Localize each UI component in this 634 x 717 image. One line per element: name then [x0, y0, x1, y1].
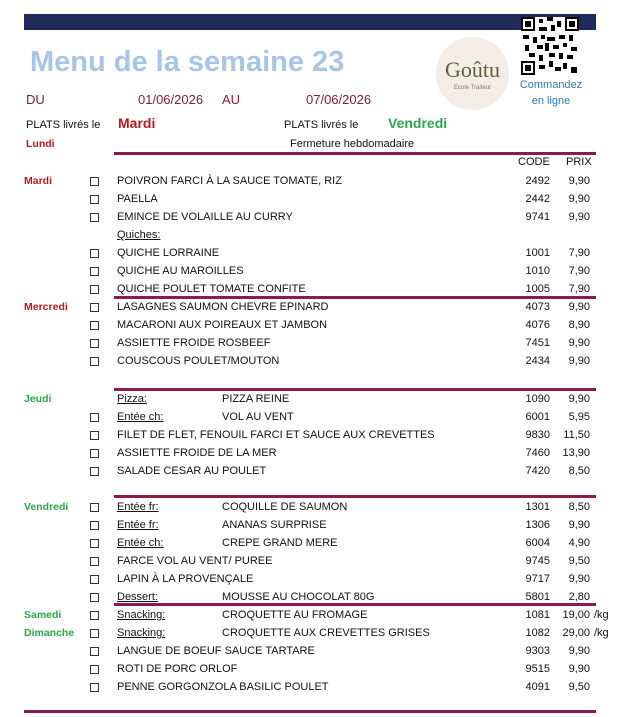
dish-name: MACARONI AUX POIREAUX ET JAMBON	[117, 319, 328, 331]
dish-code: 2442	[525, 193, 550, 205]
menu-row	[0, 208, 634, 226]
dish-code: 7460	[525, 447, 550, 459]
order-checkbox[interactable]	[90, 683, 99, 692]
dish-code: 5801	[525, 591, 550, 603]
day-label: Vendredi	[24, 501, 69, 513]
dish-name: SALADE CESAR AU POULET	[117, 465, 267, 477]
delivery-label-right: PLATS livrés le	[284, 119, 359, 131]
dish-price: 7,90	[568, 283, 590, 295]
dish-price: 9,90	[568, 337, 590, 349]
dish-code: 1001	[525, 247, 550, 259]
end-date: 07/06/2026	[306, 92, 372, 107]
dish-code: 7420	[525, 465, 550, 477]
category-prefix: Entée ch:	[117, 411, 164, 423]
dish-name: LAPIN À LA PROVENÇALE	[117, 573, 254, 585]
order-checkbox[interactable]	[90, 539, 99, 548]
qr-code-icon[interactable]	[521, 17, 579, 75]
menu-row	[0, 226, 634, 244]
bottom-divider	[24, 710, 596, 713]
order-checkbox[interactable]	[90, 339, 99, 348]
category-prefix: Dessert:	[117, 591, 158, 603]
dish-code: 7451	[525, 337, 550, 349]
menu-row	[0, 570, 634, 588]
day-label: Mardi	[24, 175, 53, 187]
menu-row	[0, 316, 634, 334]
menu-row	[0, 172, 634, 190]
order-checkbox[interactable]	[90, 647, 99, 656]
menu-row	[0, 390, 634, 408]
dish-name: LASAGNES SAUMON CHEVRE EPINARD	[117, 301, 329, 313]
dish-code: 2492	[525, 175, 550, 187]
dish-name: PENNE GORGONZOLA BASILIC POULET	[117, 681, 329, 693]
dish-price: 9,50	[568, 681, 590, 693]
order-checkbox[interactable]	[90, 213, 99, 222]
category-prefix: Entée fr:	[117, 501, 159, 513]
dish-name: POIVRON FARCI À LA SAUCE TOMATE, RIZ	[117, 175, 342, 187]
dish-name: ROTI DE PORC ORLOF	[117, 663, 238, 675]
dish-price: 8,50	[568, 465, 590, 477]
dish-price: 7,90	[568, 265, 590, 277]
dish-code: 1301	[525, 501, 550, 513]
dish-name: CREPE GRAND MERE	[222, 537, 338, 549]
menu-row	[0, 534, 634, 552]
logo-name: Goûtu	[445, 57, 500, 82]
category-prefix: Entée fr:	[117, 519, 159, 531]
menu-row	[0, 678, 634, 696]
day-label: Jeudi	[24, 393, 52, 405]
section-divider	[114, 603, 596, 606]
dish-name: FARCE VOL AU VENT/ PUREE	[117, 555, 273, 567]
dish-name: QUICHE POULET TOMATE CONFITE	[117, 283, 306, 295]
dish-price: 29,00	[562, 627, 590, 639]
order-checkbox[interactable]	[90, 413, 99, 422]
dish-price: 9,90	[568, 663, 590, 675]
category-prefix: Quiches:	[117, 229, 161, 241]
au-label: AU	[222, 92, 241, 107]
du-label: DU	[26, 92, 45, 107]
dish-code: 4076	[525, 319, 550, 331]
dish-name: ASSIETTE FROIDE DE LA MER	[117, 447, 277, 459]
start-date: 01/06/2026	[138, 92, 204, 107]
dish-code: 1010	[525, 265, 550, 277]
order-checkbox[interactable]	[90, 665, 99, 674]
delivery-day-left: Mardi	[118, 115, 156, 131]
category-prefix: Snacking:	[117, 609, 166, 621]
dish-name: COQUILLE DE SAUMON	[222, 501, 348, 513]
category-prefix: Pizza:	[117, 393, 147, 405]
dish-price: 9,90	[568, 211, 590, 223]
menu-row	[0, 624, 634, 642]
dish-price: 9,90	[568, 355, 590, 367]
dish-code: 1005	[525, 283, 550, 295]
dish-name: MOUSSE AU CHOCOLAT 80G	[222, 591, 375, 603]
dish-name: ANANAS SURPRISE	[222, 519, 327, 531]
dish-price: 9,90	[568, 393, 590, 405]
order-checkbox[interactable]	[90, 321, 99, 330]
day-label: Dimanche	[24, 627, 75, 639]
dish-name: FILET DE FLET, FENOUIL FARCI ET SAUCE AUX CREVETTES	[117, 429, 435, 441]
dish-price: 9,90	[568, 519, 590, 531]
menu-row	[0, 552, 634, 570]
dish-name: QUICHE LORRAINE	[117, 247, 220, 259]
dish-code: 1082	[525, 627, 550, 639]
menu-row	[0, 516, 634, 534]
menu-row	[0, 408, 634, 426]
closure-note: Fermeture hebdomadaire	[290, 138, 415, 150]
order-checkbox[interactable]	[90, 195, 99, 204]
code-header: CODE	[518, 156, 550, 168]
dish-price: 9,90	[568, 573, 590, 585]
order-checkbox[interactable]	[90, 285, 99, 294]
section-divider	[114, 296, 596, 299]
menu-row	[0, 498, 634, 516]
order-checkbox[interactable]	[90, 557, 99, 566]
dish-price: 19,00	[562, 609, 590, 621]
dish-code: 9303	[525, 645, 550, 657]
dish-price: 9,90	[568, 193, 590, 205]
dish-name: PIZZA REINE	[222, 393, 290, 405]
order-checkbox[interactable]	[90, 267, 99, 276]
dish-name: COUSCOUS POULET/MOUTON	[117, 355, 280, 367]
dish-price: 9,50	[568, 555, 590, 567]
dish-name: PAELLA	[117, 193, 158, 205]
day-label: Mercredi	[24, 301, 68, 313]
menu-row	[0, 352, 634, 370]
dish-code: 1081	[525, 609, 550, 621]
menu-row	[0, 334, 634, 352]
delivery-day-right: Vendredi	[388, 115, 448, 131]
dish-code: 4073	[525, 301, 550, 313]
order-checkbox[interactable]	[90, 611, 99, 620]
dish-name: QUICHE AU MAROILLES	[117, 265, 244, 277]
dish-code: 9745	[525, 555, 550, 567]
dish-price: 11,50	[563, 429, 590, 441]
order-checkbox[interactable]	[90, 177, 99, 186]
section-divider	[114, 495, 596, 498]
menu-row	[0, 262, 634, 280]
order-checkbox[interactable]	[90, 467, 99, 476]
dish-name: CROQUETTE AUX CREVETTES GRISES	[222, 627, 430, 639]
dish-code: 6004	[525, 537, 550, 549]
menu-row	[0, 642, 634, 660]
dish-name: ASSIETTE FROIDE ROSBEEF	[117, 337, 271, 349]
dish-code: 6001	[525, 411, 550, 423]
order-line-2: en ligne	[531, 95, 571, 107]
menu-row	[0, 660, 634, 678]
dish-price: 9,90	[568, 175, 590, 187]
dish-price: 4,90	[568, 537, 590, 549]
dish-code: 9515	[525, 663, 550, 675]
menu-row	[0, 462, 634, 480]
order-checkbox[interactable]	[90, 593, 99, 602]
section-divider	[114, 388, 596, 391]
price-unit: /kg	[594, 609, 609, 621]
dish-code: 1306	[525, 519, 550, 531]
goutu-logo	[436, 37, 509, 110]
order-checkbox[interactable]	[90, 575, 99, 584]
logo-subtitle: Ecole Traiteur	[453, 85, 492, 91]
dish-price: 9,90	[568, 301, 590, 313]
dish-code: 2434	[525, 355, 550, 367]
menu-row	[0, 444, 634, 462]
dish-price: 13,90	[562, 447, 590, 459]
order-checkbox[interactable]	[90, 449, 99, 458]
order-checkbox[interactable]	[90, 629, 99, 638]
dish-code: 9830	[525, 429, 550, 441]
dish-price: 7,90	[568, 247, 590, 259]
order-online-link[interactable]	[511, 77, 591, 109]
top-banner	[24, 14, 596, 30]
order-checkbox[interactable]	[90, 431, 99, 440]
dish-name: LANGUE DE BOEUF SAUCE TARTARE	[117, 645, 315, 657]
dish-name: EMINCE DE VOLAILLE AU CURRY	[117, 211, 293, 223]
dish-code: 1090	[525, 393, 550, 405]
dish-price: 9,90	[568, 645, 590, 657]
category-prefix: Entée ch:	[117, 537, 164, 549]
day-label: Samedi	[24, 609, 62, 621]
price-header: PRIX	[566, 156, 592, 168]
menu-row	[0, 244, 634, 262]
order-line-1: Commandez	[519, 79, 583, 91]
dish-code: 9717	[525, 573, 550, 585]
order-checkbox[interactable]	[90, 249, 99, 258]
page-title: Menu de la semaine 23	[30, 46, 345, 78]
delivery-label-left: PLATS livrés le	[26, 119, 101, 131]
price-unit: /kg	[594, 627, 609, 639]
section-divider	[114, 152, 596, 155]
dish-code: 4091	[525, 681, 550, 693]
order-checkbox[interactable]	[90, 357, 99, 366]
menu-row	[0, 606, 634, 624]
category-prefix: Snacking:	[117, 627, 166, 639]
dish-price: 8,50	[568, 501, 590, 513]
order-checkbox[interactable]	[90, 303, 99, 312]
order-checkbox[interactable]	[90, 503, 99, 512]
delivery-sub-left: Lundi	[26, 138, 55, 150]
dish-price: 8,90	[568, 319, 590, 331]
menu-row	[0, 298, 634, 316]
dish-name: VOL AU VENT	[222, 411, 294, 423]
order-checkbox[interactable]	[90, 521, 99, 530]
dish-code: 9741	[525, 211, 550, 223]
menu-row	[0, 426, 634, 444]
dish-price: 5,95	[568, 411, 590, 423]
menu-row	[0, 190, 634, 208]
dish-price: 2,80	[568, 591, 590, 603]
dish-name: CROQUETTE AU FROMAGE	[222, 609, 368, 621]
